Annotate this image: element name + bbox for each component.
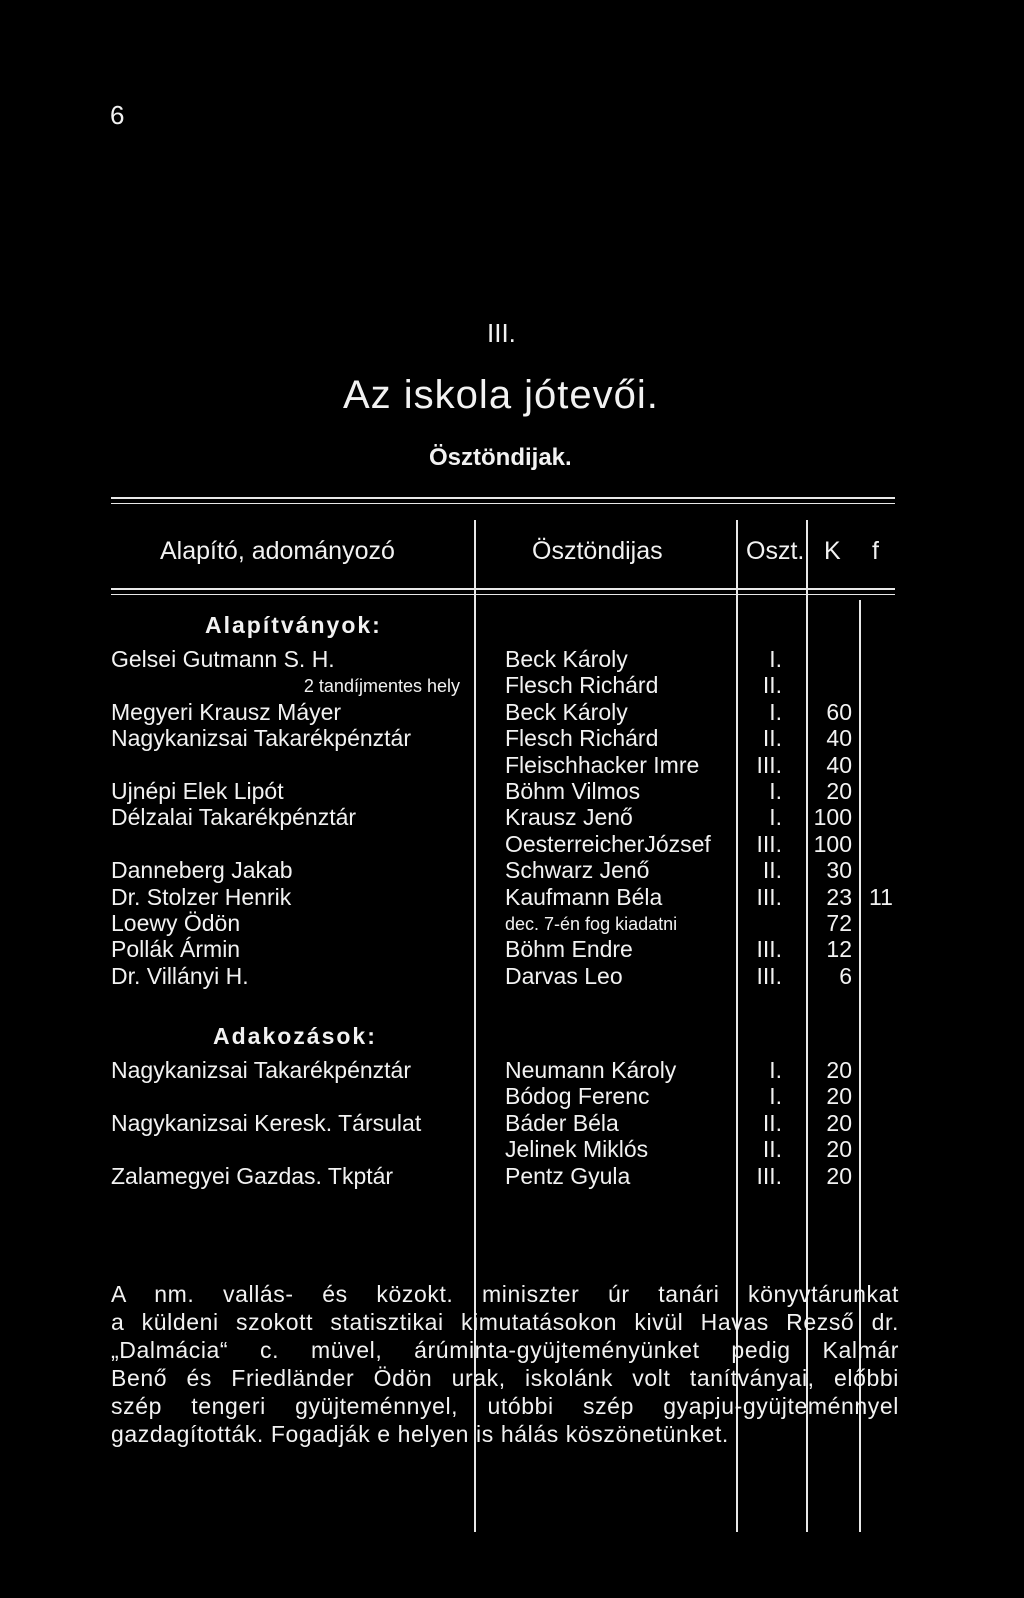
cell-class: I. [769, 1057, 782, 1083]
cell-korona: 72 [826, 910, 852, 936]
header-korona: K [824, 537, 841, 565]
cell-recipient: Beck Károly [505, 698, 628, 725]
page-number: 6 [110, 100, 125, 130]
cell-recipient: OesterreicherJózsef [505, 830, 711, 857]
cell-class: III. [756, 830, 782, 857]
footer-line: szép tengeri gyüjteménnyel, utóbbi szép gyapju-gyüjteménnyel [111, 1393, 899, 1419]
table-row [0, 672, 1024, 698]
cell-korona: 20 [826, 1057, 852, 1083]
page-title: Az iskola jótevői. [343, 373, 659, 417]
table-row [0, 1110, 1024, 1136]
group-title-foundations: Alapítványok: [205, 612, 382, 638]
header-bottom-rule-1 [111, 588, 895, 590]
header-recipient: Ösztöndijas [532, 537, 663, 565]
cell-recipient: Pentz Gyula [505, 1162, 631, 1189]
cell-donor: Dr. Villányi H. [111, 962, 249, 989]
footer-paragraph [111, 1280, 899, 1448]
table-row [0, 1083, 1024, 1109]
cell-korona: 40 [826, 725, 852, 752]
cell-korona: 12 [826, 936, 852, 963]
cell-class: I. [769, 778, 782, 804]
cell-recipient: Darvas Leo [505, 962, 623, 989]
footer-line: a küldeni szokott statisztikai kimutatásokon kivül Havas Rezső dr. [111, 1309, 899, 1335]
cell-class: I. [769, 1083, 782, 1110]
cell-recipient: dec. 7-én fog kiadatni [505, 914, 678, 934]
table-row [0, 778, 1024, 804]
header-filler: f [872, 537, 879, 565]
cell-korona: 40 [826, 751, 852, 778]
cell-class: I. [769, 804, 782, 831]
cell-donor: Megyeri Krausz Máyer [111, 698, 342, 725]
footer-line: Benő és Friedländer Ödön urak, iskolánk volt tanítványai, előbbi [111, 1365, 899, 1391]
table-row [0, 804, 1024, 830]
cell-korona: 20 [826, 1109, 852, 1136]
cell-class: III. [756, 883, 782, 910]
table-row [0, 646, 1024, 672]
cell-korona: 100 [813, 804, 852, 831]
cell-donor: Danneberg Jakab [111, 857, 293, 884]
cell-donor: Pollák Ármin [111, 936, 241, 963]
cell-recipient: Krausz Jenő [505, 804, 633, 831]
cell-recipient: Schwarz Jenő [505, 857, 650, 884]
cell-class: II. [762, 857, 782, 884]
cell-recipient: Kaufmann Béla [505, 883, 663, 910]
cell-korona: 60 [826, 698, 852, 725]
cell-donor: Nagykanizsai Keresk. Társulat [111, 1109, 422, 1136]
cell-class: III. [756, 936, 782, 963]
cell-recipient: Flesch Richárd [505, 725, 659, 752]
group-title-donations: Adakozások: [213, 1023, 377, 1049]
cell-class: II. [762, 672, 782, 699]
cell-donor: Nagykanizsai Takarékpénztár [111, 725, 412, 752]
cell-recipient: Böhm Vilmos [505, 778, 641, 804]
footer-line: gazdagították. Fogadják e helyen is hálás köszönetünket. [111, 1421, 729, 1447]
cell-class: II. [762, 1136, 782, 1163]
table-row [0, 831, 1024, 857]
cell-korona: 20 [826, 1162, 852, 1189]
cell-recipient: Fleischhacker Imre [505, 751, 700, 778]
table-row [0, 1057, 1024, 1083]
header-donor: Alapító, adományozó [160, 537, 395, 565]
cell-recipient: Böhm Endre [505, 936, 633, 963]
table-row [0, 857, 1024, 883]
cell-korona: 20 [826, 1136, 852, 1163]
table-row [0, 910, 1024, 936]
cell-class: I. [769, 646, 782, 672]
cell-recipient: Neumann Károly [505, 1057, 677, 1083]
cell-donor: Ujnépi Elek Lipót [111, 778, 284, 804]
cell-recipient: Jelinek Miklós [505, 1136, 649, 1163]
cell-class: III. [756, 962, 782, 989]
cell-korona: 20 [826, 1083, 852, 1110]
table-row [0, 963, 1024, 989]
footer-line: „Dalmácia“ c. müvel, árúminta-gyüjteményünket pedig Kalmár [111, 1337, 899, 1363]
cell-donor: Zalamegyei Gazdas. Tkptár [111, 1162, 394, 1189]
table-row [0, 1163, 1024, 1189]
table-row [0, 725, 1024, 751]
cell-donor: Dr. Stolzer Henrik [111, 883, 292, 910]
cell-korona: 100 [813, 830, 852, 857]
cell-class: II. [762, 1109, 782, 1136]
cell-donor: Délzalai Takarékpénztár [111, 804, 357, 831]
cell-donor: 2 tandíjmentes hely [303, 676, 460, 697]
cell-class: III. [756, 751, 782, 778]
cell-class: II. [762, 725, 782, 752]
cell-recipient: Bódog Ferenc [505, 1083, 650, 1110]
header-bottom-rule-2 [111, 594, 895, 595]
cell-recipient: Báder Béla [505, 1109, 619, 1136]
cell-korona: 20 [826, 778, 852, 804]
cell-korona: 30 [826, 857, 852, 884]
cell-donor: Gelsei Gutmann S. H. [111, 646, 335, 672]
page-subtitle: Ösztöndijak. [429, 444, 572, 471]
table-top-rule-2 [111, 503, 895, 504]
cell-filler: 11 [869, 883, 893, 910]
cell-recipient: Beck Károly [505, 646, 628, 672]
cell-recipient: Flesch Richárd [505, 672, 659, 699]
cell-class: I. [769, 698, 782, 725]
section-number: III. [487, 318, 516, 348]
table-row [0, 752, 1024, 778]
table-top-rule-1 [111, 497, 895, 499]
cell-donor: Nagykanizsai Takarékpénztár [111, 1057, 412, 1083]
cell-class: III. [756, 1162, 782, 1189]
table-row [0, 936, 1024, 962]
header-class: Oszt. [746, 537, 805, 565]
cell-korona: 23 [826, 883, 852, 910]
table-row [0, 884, 1024, 910]
table-row [0, 699, 1024, 725]
table-row [0, 1136, 1024, 1162]
cell-korona: 6 [839, 962, 852, 989]
footer-line: A nm. vallás- és közokt. miniszter úr tanári könyvtárunkat [111, 1281, 899, 1307]
cell-donor: Loewy Ödön [111, 910, 241, 936]
